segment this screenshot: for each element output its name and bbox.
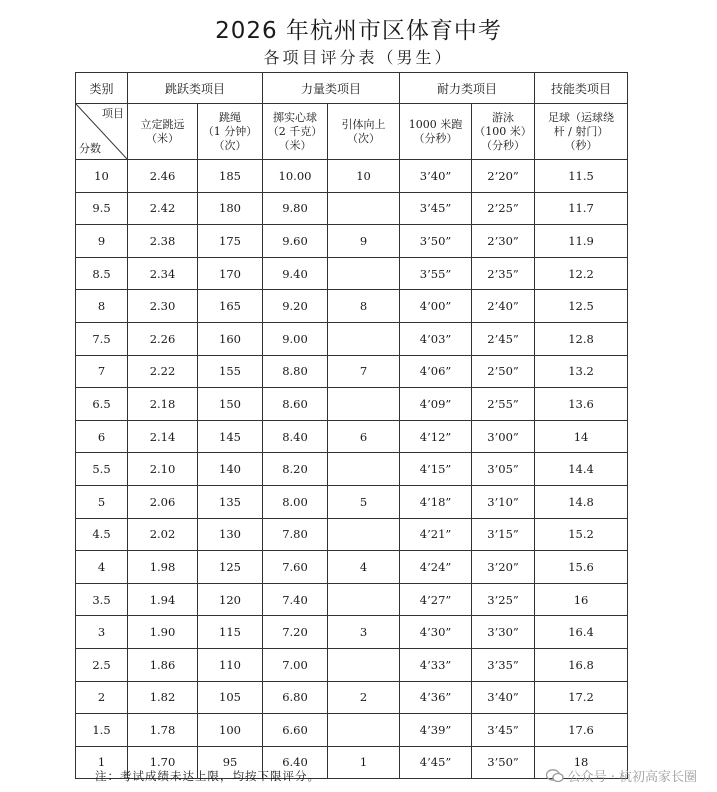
- value-cell: 6.60: [263, 714, 328, 747]
- value-cell: 13.2: [535, 355, 628, 388]
- subheader-cell: [128, 104, 198, 160]
- value-cell: 4’33”: [400, 648, 472, 681]
- table-row: [76, 388, 628, 421]
- value-cell: 175: [198, 225, 263, 258]
- score-cell: 1: [76, 746, 128, 779]
- value-cell: 2.22: [128, 355, 198, 388]
- header-row: [76, 73, 628, 104]
- value-cell: 2.06: [128, 485, 198, 518]
- value-cell: 180: [198, 192, 263, 225]
- table-row: [76, 160, 628, 193]
- header-category: 类别: [76, 73, 128, 104]
- value-cell: 4’03”: [400, 322, 472, 355]
- subheader-line: （100 米）: [474, 124, 532, 138]
- value-cell: 4’12”: [400, 420, 472, 453]
- table-row: [76, 322, 628, 355]
- diag-item-label: 项目: [102, 107, 124, 120]
- value-cell: 1.90: [128, 616, 198, 649]
- value-cell: 4’21”: [400, 518, 472, 551]
- value-cell: 9.40: [263, 257, 328, 290]
- value-cell: 100: [198, 714, 263, 747]
- value-cell: 6.40: [263, 746, 328, 779]
- value-cell: 160: [198, 322, 263, 355]
- value-cell: 1.70: [128, 746, 198, 779]
- score-cell: 6: [76, 420, 128, 453]
- score-cell: 2: [76, 681, 128, 714]
- value-cell: 10: [328, 160, 400, 193]
- value-cell: 3’40”: [472, 681, 535, 714]
- value-cell: 9: [328, 225, 400, 258]
- value-cell: 2.18: [128, 388, 198, 421]
- table-row: [76, 616, 628, 649]
- value-cell: 5: [328, 485, 400, 518]
- value-cell: 3’15”: [472, 518, 535, 551]
- value-cell: 15.6: [535, 551, 628, 584]
- value-cell: 9.80: [263, 192, 328, 225]
- page-subtitle: 各项目评分表（男生）: [263, 48, 454, 67]
- value-cell: 4’06”: [400, 355, 472, 388]
- value-cell: 8: [328, 290, 400, 323]
- value-cell: 3’45”: [472, 714, 535, 747]
- score-cell: 2.5: [76, 648, 128, 681]
- value-cell: 9.00: [263, 322, 328, 355]
- value-cell: 2.38: [128, 225, 198, 258]
- subheader-cell: [198, 104, 263, 160]
- value-cell: 115: [198, 616, 263, 649]
- score-cell: 8.5: [76, 257, 128, 290]
- value-cell: 3’50”: [400, 225, 472, 258]
- diag-score-label: 分数: [79, 142, 101, 155]
- subheader-line: 足球（运球绕: [548, 110, 615, 124]
- subheader-cell: [328, 104, 400, 160]
- value-cell: 145: [198, 420, 263, 453]
- value-cell: 10.00: [263, 160, 328, 193]
- value-cell: 7.60: [263, 551, 328, 584]
- value-cell: 3’40”: [400, 160, 472, 193]
- subheader-line: 跳绳: [219, 110, 241, 124]
- subheader-line: 杆 / 射门）: [553, 124, 609, 138]
- value-cell: 95: [198, 746, 263, 779]
- value-cell: 3’55”: [400, 257, 472, 290]
- value-cell: 2’25”: [472, 192, 535, 225]
- value-cell: 2.46: [128, 160, 198, 193]
- score-cell: 7: [76, 355, 128, 388]
- value-cell: 11.7: [535, 192, 628, 225]
- table-row: [76, 192, 628, 225]
- subheader-line: 掷实心球: [273, 110, 318, 124]
- subheader-line: （1 分钟）: [202, 124, 258, 138]
- wechat-icon: [546, 769, 564, 783]
- value-cell: [328, 453, 400, 486]
- value-cell: 17.6: [535, 714, 628, 747]
- value-cell: 135: [198, 485, 263, 518]
- value-cell: 8.40: [263, 420, 328, 453]
- table-row: [76, 420, 628, 453]
- subheader-row: [76, 104, 628, 160]
- value-cell: 140: [198, 453, 263, 486]
- value-cell: 3’05”: [472, 453, 535, 486]
- subheader-cell: [535, 104, 628, 160]
- score-cell: 10: [76, 160, 128, 193]
- subheader-line: 立定跳远: [140, 117, 185, 131]
- value-cell: 2.02: [128, 518, 198, 551]
- header-strength: 力量类项目: [263, 73, 400, 104]
- value-cell: 165: [198, 290, 263, 323]
- subheader-line: （米）: [278, 138, 312, 152]
- value-cell: 12.8: [535, 322, 628, 355]
- value-cell: 4’15”: [400, 453, 472, 486]
- value-cell: 7.80: [263, 518, 328, 551]
- value-cell: 3’00”: [472, 420, 535, 453]
- value-cell: [328, 583, 400, 616]
- value-cell: 130: [198, 518, 263, 551]
- value-cell: 185: [198, 160, 263, 193]
- value-cell: 2’30”: [472, 225, 535, 258]
- subheader-line: （分秒）: [413, 131, 458, 145]
- value-cell: 7.40: [263, 583, 328, 616]
- subheader-cell: [400, 104, 472, 160]
- value-cell: 4’39”: [400, 714, 472, 747]
- value-cell: 4’00”: [400, 290, 472, 323]
- value-cell: 125: [198, 551, 263, 584]
- value-cell: 2.14: [128, 420, 198, 453]
- header-jump: 跳跃类项目: [128, 73, 263, 104]
- value-cell: 4’45”: [400, 746, 472, 779]
- score-cell: 3: [76, 616, 128, 649]
- value-cell: 13.6: [535, 388, 628, 421]
- value-cell: 6: [328, 420, 400, 453]
- table-row: [76, 648, 628, 681]
- value-cell: 17.2: [535, 681, 628, 714]
- value-cell: [328, 322, 400, 355]
- value-cell: [328, 257, 400, 290]
- value-cell: 3’25”: [472, 583, 535, 616]
- value-cell: 11.5: [535, 160, 628, 193]
- value-cell: 1.78: [128, 714, 198, 747]
- value-cell: 18: [535, 746, 628, 779]
- value-cell: 8.20: [263, 453, 328, 486]
- value-cell: 155: [198, 355, 263, 388]
- subheader-line: 1000 米跑: [408, 117, 463, 131]
- score-cell: 1.5: [76, 714, 128, 747]
- value-cell: 7: [328, 355, 400, 388]
- value-cell: 110: [198, 648, 263, 681]
- value-cell: 12.2: [535, 257, 628, 290]
- value-cell: 2’20”: [472, 160, 535, 193]
- value-cell: 14.8: [535, 485, 628, 518]
- score-cell: 8: [76, 290, 128, 323]
- value-cell: 16.4: [535, 616, 628, 649]
- value-cell: 3’50”: [472, 746, 535, 779]
- value-cell: 120: [198, 583, 263, 616]
- table-row: [76, 551, 628, 584]
- value-cell: 14.4: [535, 453, 628, 486]
- value-cell: [328, 648, 400, 681]
- score-table: [75, 72, 628, 779]
- subheader-cell: [472, 104, 535, 160]
- table-row: [76, 290, 628, 323]
- value-cell: 4’09”: [400, 388, 472, 421]
- value-cell: 170: [198, 257, 263, 290]
- value-cell: 14: [535, 420, 628, 453]
- score-cell: 4: [76, 551, 128, 584]
- value-cell: 2’50”: [472, 355, 535, 388]
- score-cell: 7.5: [76, 322, 128, 355]
- value-cell: 16.8: [535, 648, 628, 681]
- subheader-line: 游泳: [492, 110, 515, 124]
- value-cell: 11.9: [535, 225, 628, 258]
- value-cell: 2.10: [128, 453, 198, 486]
- value-cell: 105: [198, 681, 263, 714]
- watermark: [546, 766, 697, 785]
- subheader-cell: [263, 104, 328, 160]
- score-cell: 6.5: [76, 388, 128, 421]
- value-cell: 4’30”: [400, 616, 472, 649]
- value-cell: 8.80: [263, 355, 328, 388]
- subheader-line: （次）: [347, 131, 381, 145]
- value-cell: 2.30: [128, 290, 198, 323]
- page-title: 2026 年杭州市区体育中考: [215, 18, 502, 44]
- value-cell: 1.98: [128, 551, 198, 584]
- value-cell: 1: [328, 746, 400, 779]
- header-skill: 技能类项目: [535, 73, 628, 104]
- value-cell: 3’30”: [472, 616, 535, 649]
- value-cell: 3’20”: [472, 551, 535, 584]
- table-row: [76, 518, 628, 551]
- table-row: [76, 257, 628, 290]
- value-cell: 2: [328, 681, 400, 714]
- watermark-text: 公众号 · 杭初高家长圈: [567, 770, 697, 785]
- value-cell: 2’40”: [472, 290, 535, 323]
- score-cell: 5.5: [76, 453, 128, 486]
- table-row: [76, 453, 628, 486]
- value-cell: [328, 192, 400, 225]
- value-cell: 9.60: [263, 225, 328, 258]
- value-cell: 9.20: [263, 290, 328, 323]
- value-cell: 2’35”: [472, 257, 535, 290]
- value-cell: 7.00: [263, 648, 328, 681]
- table-row: [76, 583, 628, 616]
- value-cell: 4’36”: [400, 681, 472, 714]
- score-cell: 4.5: [76, 518, 128, 551]
- value-cell: 8.60: [263, 388, 328, 421]
- value-cell: 4: [328, 551, 400, 584]
- value-cell: 2’45”: [472, 322, 535, 355]
- subheader-line: （分秒）: [481, 138, 526, 152]
- score-cell: 5: [76, 485, 128, 518]
- value-cell: 1.86: [128, 648, 198, 681]
- value-cell: 2.34: [128, 257, 198, 290]
- value-cell: [328, 714, 400, 747]
- value-cell: 3’10”: [472, 485, 535, 518]
- footnote: 注：考试成绩未达上限，均按下限评分。: [95, 769, 320, 783]
- value-cell: [328, 388, 400, 421]
- score-cell: 3.5: [76, 583, 128, 616]
- value-cell: 1.94: [128, 583, 198, 616]
- value-cell: 2.26: [128, 322, 198, 355]
- value-cell: 6.80: [263, 681, 328, 714]
- subheader-line: （2 千克）: [267, 124, 323, 138]
- score-cell: 9.5: [76, 192, 128, 225]
- value-cell: 4’27”: [400, 583, 472, 616]
- value-cell: 3’35”: [472, 648, 535, 681]
- value-cell: 3’45”: [400, 192, 472, 225]
- score-cell: 9: [76, 225, 128, 258]
- value-cell: 12.5: [535, 290, 628, 323]
- value-cell: 16: [535, 583, 628, 616]
- value-cell: 2.42: [128, 192, 198, 225]
- value-cell: 3: [328, 616, 400, 649]
- table-row: [76, 485, 628, 518]
- subheader-line: （秒）: [564, 138, 598, 152]
- value-cell: 8.00: [263, 485, 328, 518]
- table-row: [76, 225, 628, 258]
- value-cell: 4’24”: [400, 551, 472, 584]
- subheader-line: （次）: [213, 138, 247, 152]
- subheader-line: （米）: [146, 131, 179, 145]
- value-cell: 7.20: [263, 616, 328, 649]
- value-cell: 2’55”: [472, 388, 535, 421]
- value-cell: 150: [198, 388, 263, 421]
- diagonal-header-cell: [76, 104, 128, 160]
- value-cell: 15.2: [535, 518, 628, 551]
- header-endurance: 耐力类项目: [400, 73, 535, 104]
- value-cell: 4’18”: [400, 485, 472, 518]
- subheader-line: 引体向上: [341, 117, 386, 131]
- value-cell: [328, 518, 400, 551]
- table-row: [76, 355, 628, 388]
- table-row: [76, 714, 628, 747]
- value-cell: 1.82: [128, 681, 198, 714]
- table-row: [76, 681, 628, 714]
